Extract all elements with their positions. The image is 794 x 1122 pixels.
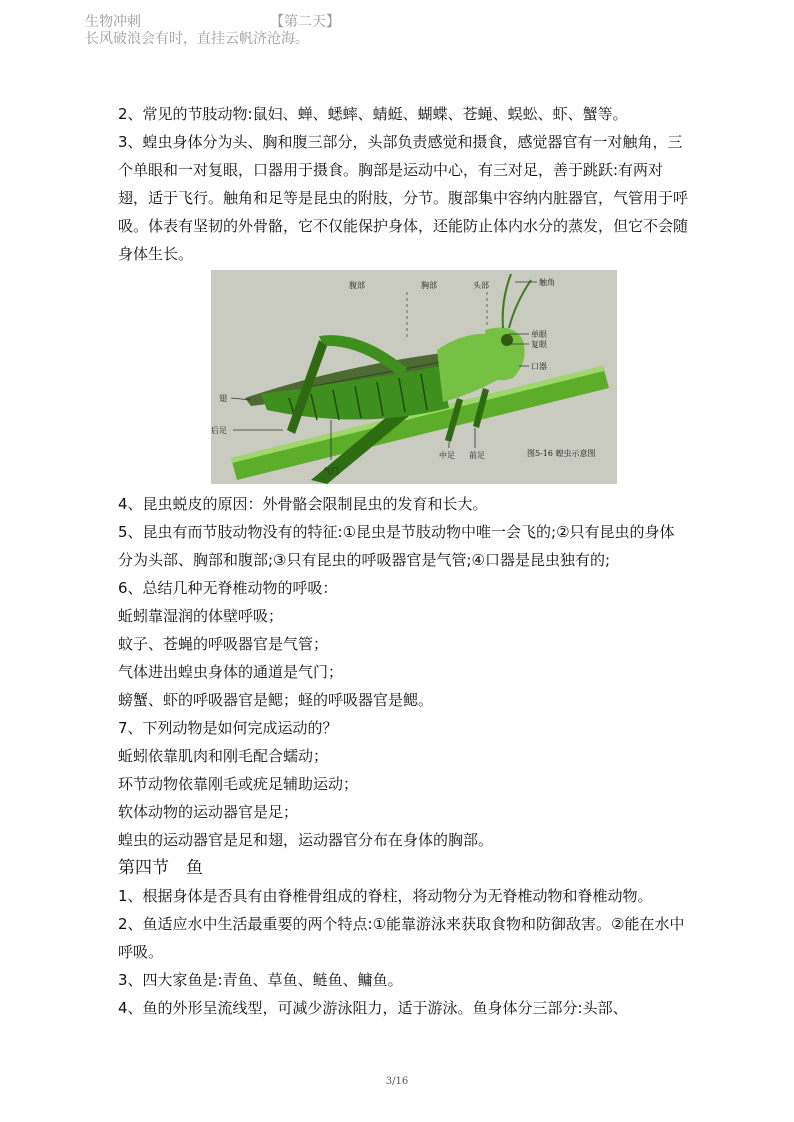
section-title: 第四节 鱼 bbox=[118, 858, 203, 878]
label-wing: 翅 bbox=[219, 394, 227, 403]
page-header bbox=[85, 14, 340, 48]
movement-mollusk: 软体动物的运动器官是足； bbox=[118, 803, 299, 821]
label-hind-leg: 后足 bbox=[211, 426, 227, 435]
respiration-earthworm: 蚯蚓靠湿润的体壁呼吸； bbox=[118, 607, 284, 625]
fish-paragraph-3: 3、四大家鱼是:青鱼、草鱼、鲢鱼、鳙鱼。 bbox=[118, 971, 403, 989]
locust-illustration bbox=[211, 270, 617, 484]
header-motto: 长风破浪会有时，直挂云帆济沧海。 bbox=[85, 31, 309, 47]
paragraph-6: 6、总结几种无脊椎动物的呼吸： bbox=[118, 579, 338, 597]
label-head: 头部 bbox=[473, 281, 489, 290]
label-middle-leg: 中足 bbox=[439, 451, 455, 460]
paragraph-5: 5、昆虫有而节肢动物没有的特征:①昆虫是节肢动物中唯一会飞的;②只有昆虫的身体分为头部、胸部和腹部;③只有昆虫的呼吸器官是气管;④口器是昆虫独有的; bbox=[118, 523, 675, 569]
label-thorax: 胸部 bbox=[421, 281, 437, 290]
paragraph-2: 2、常见的节肢动物:鼠妇、蝉、蟋蟀、蜻蜓、蝴蝶、苍蝇、蜈蚣、虾、蟹等。 bbox=[118, 105, 628, 123]
label-simple-eye: 单眼 bbox=[531, 330, 547, 339]
respiration-mosquito: 蚊子、苍蝇的呼吸器官是气管； bbox=[118, 635, 329, 653]
movement-annelid: 环节动物依靠刚毛或疣足辅助运动； bbox=[118, 775, 359, 793]
label-front-leg: 前足 bbox=[469, 451, 485, 460]
locust-figure bbox=[211, 270, 617, 484]
movement-earthworm: 蚯蚓依靠肌肉和刚毛配合蠕动； bbox=[118, 747, 329, 765]
movement-locust: 蝗虫的运动器官是足和翅，运动器官分布在身体的胸部。 bbox=[118, 831, 494, 849]
figure-caption: 图5-16 蝗虫示意图 bbox=[527, 449, 596, 458]
page-content bbox=[118, 100, 688, 1022]
respiration-locust: 气体进出蝗虫身体的通道是气门； bbox=[118, 663, 344, 681]
respiration-crab: 螃蟹、虾的呼吸器官是鳃；蛏的呼吸器官是鳃。 bbox=[118, 691, 434, 709]
paragraph-7: 7、下列动物是如何完成运动的？ bbox=[118, 719, 338, 737]
fish-paragraph-1: 1、根据身体是否具有由脊椎骨组成的脊柱，将动物分为无脊椎动物和脊椎动物。 bbox=[118, 887, 653, 905]
header-day: 【第二天】 bbox=[270, 14, 340, 30]
page-number: 3/16 bbox=[385, 1076, 409, 1087]
label-abdomen: 腹部 bbox=[349, 281, 365, 290]
label-spiracle: 气门 bbox=[323, 467, 339, 476]
label-compound-eye: 复眼 bbox=[531, 340, 547, 349]
label-antenna: 触角 bbox=[539, 278, 555, 287]
paragraph-4: 4、昆虫蜕皮的原因：外骨骼会限制昆虫的发育和长大。 bbox=[118, 495, 488, 513]
fish-paragraph-2: 2、鱼适应水中生活最重要的两个特点:①能靠游泳来获取食物和防御敌害。②能在水中呼吸。 bbox=[118, 915, 685, 961]
paragraph-3: 3、蝗虫身体分为头、胸和腹三部分，头部负责感觉和摄食，感觉器官有一对触角，三个单眼和一对复眼，口器用于摄食。胸部是运动中心，有三对足，善于跳跃:有两对翅，适于飞行。触角和足等是昆虫的附肢，分节。腹部集中容纳内脏器官，气管用于呼吸。体表有坚韧的外骨骼，它不仅能保护身体，还能防止体内水分的蒸发，但它不会随身体生长。 bbox=[118, 133, 689, 263]
fish-paragraph-4: 4、鱼的外形呈流线型，可减少游泳阻力，适于游泳。鱼身体分三部分:头部、 bbox=[118, 999, 628, 1017]
header-subject: 生物冲刺 bbox=[85, 14, 141, 30]
label-mouthparts: 口器 bbox=[531, 362, 547, 371]
